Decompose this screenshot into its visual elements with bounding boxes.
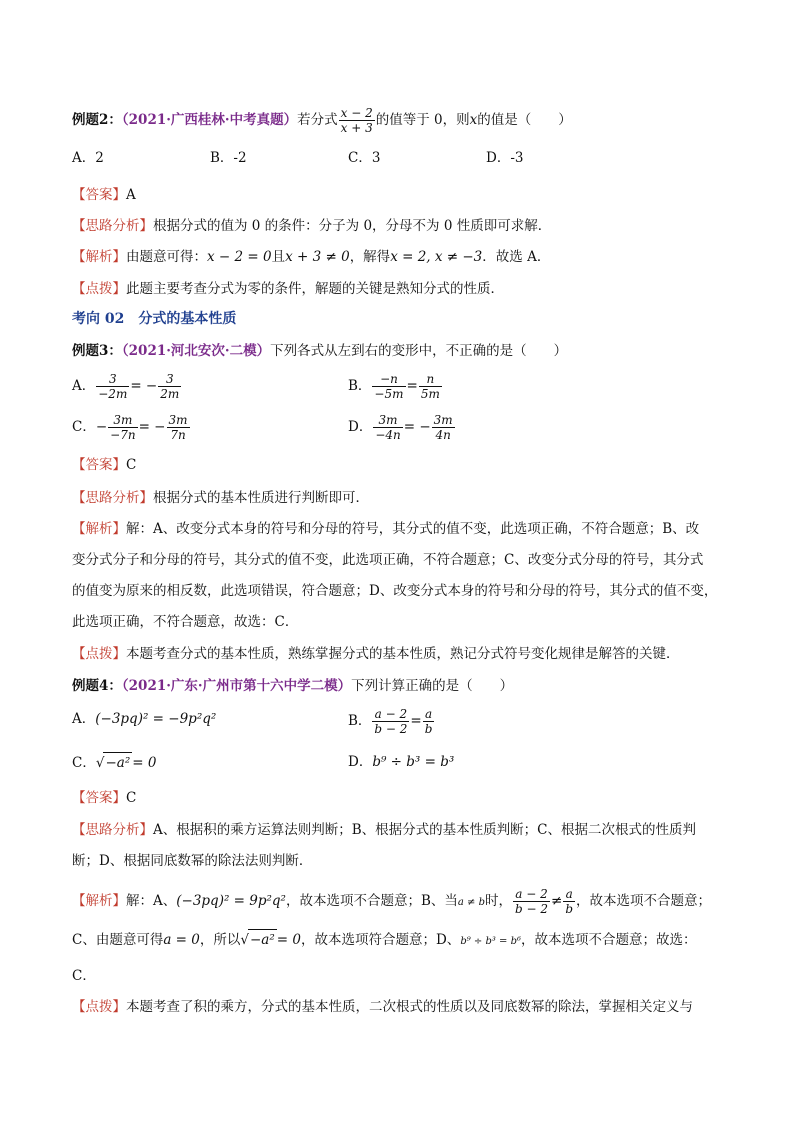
denominator: b	[424, 722, 433, 736]
tip-tag: 【点拨】	[72, 999, 126, 1015]
math-expr: x = 2, x ≠ −3	[390, 249, 483, 265]
numerator: x − 2	[340, 106, 373, 120]
numerator: a − 2	[513, 887, 550, 902]
tip-line	[72, 997, 693, 1017]
stem-text: 下列计算正确的是（ ）	[351, 678, 514, 694]
analysis-line	[72, 488, 369, 508]
operator: = −	[403, 419, 431, 435]
stem-text: 若分式	[297, 112, 338, 128]
answer-line	[72, 185, 136, 205]
option-label: A．	[72, 711, 96, 727]
solution-line: 的值变为原来的相反数，此选项错误，符合题意；D、改变分式本身的符号和分母的符号，其分式的值不变，	[72, 583, 718, 599]
operator: =	[410, 713, 422, 729]
numerator: 3m	[108, 413, 137, 428]
operator: = −	[138, 419, 166, 435]
example-3-stem	[72, 341, 567, 361]
option-d: D．-3	[486, 150, 524, 166]
answer-tag: 【答案】	[72, 187, 126, 203]
math-expr: = 0	[276, 932, 301, 948]
denominator: −5m	[374, 387, 404, 401]
option-label: C．	[72, 755, 96, 771]
denominator: 4n	[435, 428, 451, 442]
analysis-tag: 【思路分析】	[72, 490, 153, 506]
analysis-tag: 【思路分析】	[72, 822, 153, 838]
solution-text: ，故本选项不合题意；	[576, 893, 712, 909]
numerator: 3m	[433, 413, 453, 427]
tip-text: 此题主要考查分式为零的条件，解题的关键是熟知分式的性质．	[126, 281, 504, 297]
answer-value: A	[126, 187, 136, 203]
option-label: D．	[348, 754, 373, 770]
numerator: a	[563, 887, 575, 902]
solution-tag: 【解析】	[72, 249, 126, 265]
solution-text: ，故本选项不合题意；B、当	[285, 893, 458, 909]
sqrt-sign: √	[240, 932, 249, 948]
tip-line	[72, 279, 504, 299]
option-label: D．	[348, 419, 373, 435]
stem-text: 的值等于 0，则	[375, 112, 470, 128]
analysis-line	[72, 216, 551, 236]
example-2-stem	[72, 106, 572, 135]
math-expr: = 0	[132, 755, 157, 771]
operator: = −	[130, 378, 158, 394]
numerator: n	[419, 372, 442, 387]
analysis-line	[72, 820, 696, 840]
radicand: −a²	[248, 929, 277, 950]
answer-value: C	[126, 457, 137, 473]
fraction	[167, 413, 190, 442]
numerator: 3m	[373, 413, 402, 428]
denominator: x + 3	[340, 121, 373, 135]
operator: ≠	[551, 893, 563, 909]
fraction	[372, 707, 409, 736]
source-label: （2021·广西桂林·中考真题）	[121, 112, 298, 128]
tip-text: 本题考查了积的乘方，分式的基本性质，二次根式的性质以及同底数幂的除法，掌握相关定义与	[126, 999, 693, 1015]
source-label: （2021·河北安次·二模）	[121, 343, 271, 359]
operator: =	[406, 378, 418, 394]
fraction	[432, 413, 455, 442]
solution-text: ，所以	[199, 932, 241, 948]
solution-text: 且	[271, 249, 286, 265]
math-expr: x − 2 = 0	[207, 249, 272, 265]
example-label: 例题4：	[72, 678, 122, 694]
tip-tag: 【点拨】	[72, 281, 126, 297]
answer-line	[72, 788, 136, 808]
option-a	[72, 372, 182, 401]
answer-value: C	[126, 790, 137, 806]
fraction	[419, 372, 442, 401]
denominator: b − 2	[515, 902, 549, 916]
radicand: −a²	[103, 752, 132, 773]
solution-line	[72, 929, 697, 952]
math-expr: x + 3 ≠ 0	[285, 249, 350, 265]
tip-tag: 【点拨】	[72, 646, 126, 662]
math-expr: a ≠ b	[457, 897, 486, 908]
answer-tag: 【答案】	[72, 790, 126, 806]
option-label: A．	[72, 378, 96, 394]
denominator: b − 2	[374, 722, 408, 736]
option-b	[348, 707, 435, 736]
example-4-stem	[72, 676, 513, 696]
fraction	[158, 372, 181, 401]
fraction	[423, 707, 435, 736]
solution-text: 时，	[485, 893, 513, 909]
solution-text: C、由题意可得	[72, 932, 164, 948]
numerator: 3	[158, 372, 181, 387]
analysis-text: 根据分式的基本性质进行判断即可．	[153, 490, 369, 506]
analysis-text: 根据分式的值为 0 的条件：分子为 0，分母不为 0 性质即可求解．	[153, 218, 552, 234]
solution-line: C．	[72, 968, 96, 984]
solution-line	[72, 887, 711, 916]
fraction	[373, 413, 402, 442]
math-expr: a = 0	[163, 932, 200, 948]
option-label: C．	[72, 419, 96, 435]
option-c	[72, 752, 156, 773]
fraction	[339, 106, 375, 135]
solution-text: ，故本选项符合题意；D、	[300, 932, 461, 948]
solution-line: 变分式分子和分母的符号，其分式的值不变，此选项正确，不符合题意；C、改变分式分母的符号，其分式	[72, 552, 704, 568]
denominator: 7n	[170, 428, 186, 442]
solution-text: ，故本选项不合题意；故选：	[521, 932, 697, 948]
math-expr: (−3pq)² = 9p²q²	[176, 893, 286, 909]
section-title: 考向 02 分式的基本性质	[72, 311, 237, 327]
source-label: （2021·广东·广州市第十六中学二模）	[121, 678, 352, 694]
solution-tag: 【解析】	[72, 893, 126, 909]
option-label: B．	[348, 713, 372, 729]
denominator: −4n	[375, 428, 401, 442]
numerator: a	[423, 707, 435, 722]
math-expr: (−3pq)² = −9p²q²	[95, 711, 217, 727]
denominator: 2m	[160, 387, 180, 401]
math-expr: b⁹ ÷ b³ = b³	[372, 754, 455, 770]
analysis-line: 断；D、根据同底数幂的除法法则判断．	[72, 853, 313, 869]
solution-text: 解：A、	[126, 893, 177, 909]
option-label: B．	[348, 378, 372, 394]
sqrt-sign: √	[95, 755, 105, 771]
solution-text: ，解得	[349, 249, 391, 265]
solution-line	[72, 247, 550, 267]
option-c: C．3	[348, 150, 381, 166]
numerator: −n	[372, 372, 405, 387]
denominator: −2m	[98, 387, 128, 401]
stem-text: 下列各式从左到右的变形中，不正确的是（ ）	[270, 343, 568, 359]
example-label: 例题3：	[72, 343, 122, 359]
solution-text: 解：A、改变分式本身的符号和分母的符号，其分式的值不变，此选项正确，不符合题意；B、改	[126, 521, 700, 537]
fraction	[513, 887, 550, 916]
tip-text: 本题考查分式的基本性质，熟练掌握分式的基本性质，熟记分式符号变化规律是解答的关键．	[126, 646, 680, 662]
operator: −	[95, 419, 108, 435]
example-label: 例题2：	[72, 112, 122, 128]
fraction	[563, 887, 575, 916]
denominator: b	[565, 902, 574, 916]
answer-tag: 【答案】	[72, 457, 126, 473]
solution-tag: 【解析】	[72, 521, 126, 537]
option-a	[72, 709, 216, 729]
analysis-tag: 【思路分析】	[72, 218, 153, 234]
stem-text: 的值是（ ）	[477, 112, 572, 128]
answer-line	[72, 455, 136, 475]
fraction	[108, 413, 137, 442]
option-a: A．2	[72, 150, 104, 166]
denominator: −7n	[110, 428, 136, 442]
option-d	[348, 752, 454, 772]
solution-text: ．故选 A．	[482, 249, 551, 265]
solution-line: 此选项正确，不符合题意，故选：C．	[72, 614, 299, 630]
variable: x	[469, 112, 478, 128]
option-b: B．-2	[210, 150, 247, 166]
solution-line	[72, 519, 699, 539]
numerator: a − 2	[372, 707, 409, 722]
option-b	[348, 372, 443, 401]
analysis-text: A、根据积的乘方运算法则判断；B、根据分式的基本性质判断；C、根据二次根式的性质判	[153, 822, 696, 838]
tip-line	[72, 644, 680, 664]
denominator: 5m	[420, 387, 440, 401]
math-expr: b⁹ ÷ b³ = b⁶	[460, 936, 522, 947]
option-d	[348, 413, 456, 442]
option-c	[72, 413, 191, 442]
fraction	[96, 372, 129, 401]
numerator: 3	[96, 372, 129, 387]
solution-text: 由题意可得：	[126, 249, 207, 265]
fraction	[372, 372, 405, 401]
numerator: 3m	[168, 413, 188, 427]
